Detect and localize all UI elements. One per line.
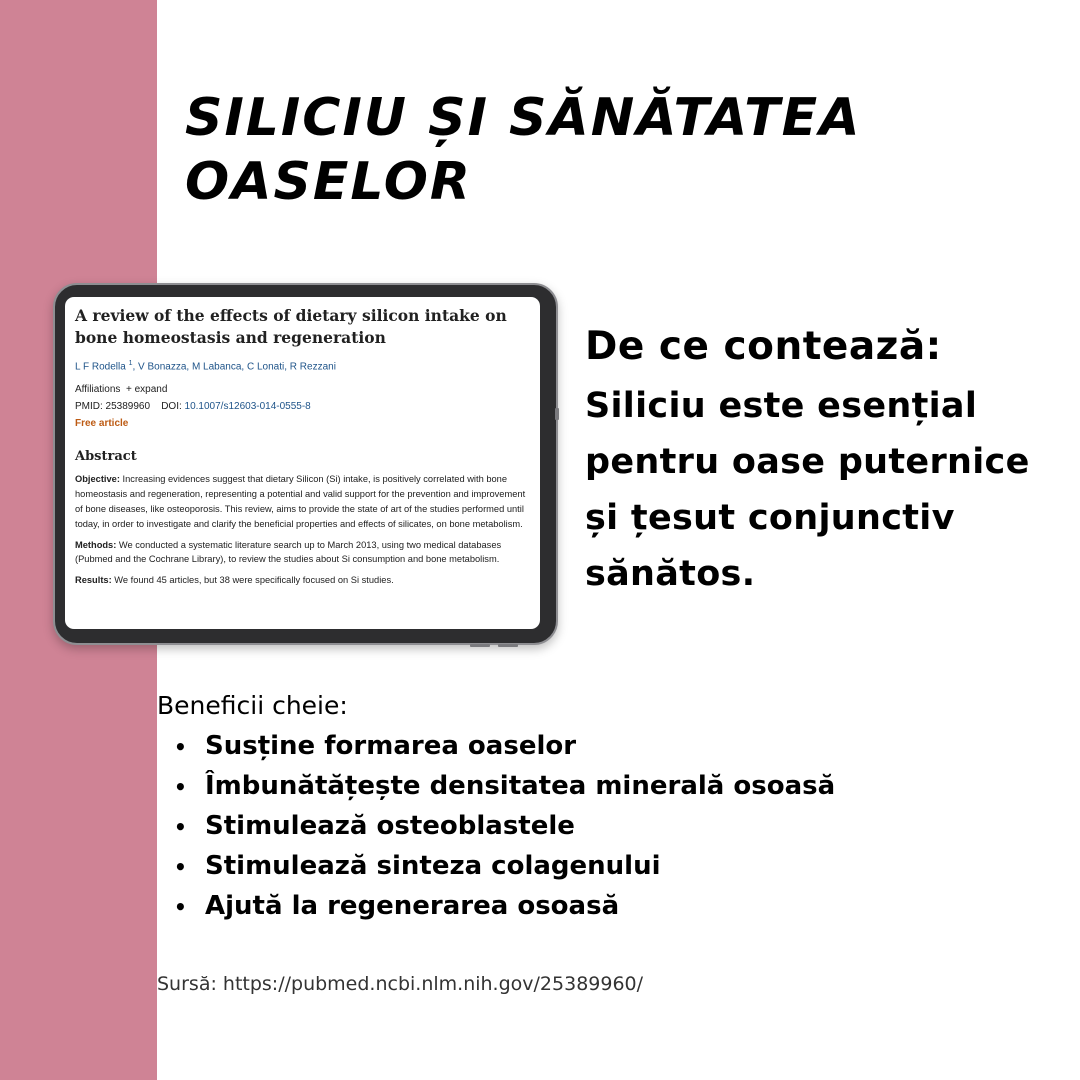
- page-title-line-2: OASELOR: [185, 152, 472, 212]
- page-title-line-1: SILICIU ȘI SĂNĂTATEA: [185, 88, 862, 148]
- bullet-icon: •: [174, 775, 187, 799]
- why-heading: De ce contează:: [585, 324, 942, 369]
- benefit-text: Îmbunătățește densitatea minerală osoasă: [205, 771, 836, 801]
- doi-link[interactable]: 10.1007/s12603-014-0555-8: [184, 401, 311, 413]
- tablet-side-button: [555, 408, 559, 420]
- abstract-results: [75, 573, 530, 588]
- expand-button[interactable]: + expand: [125, 384, 168, 396]
- objective-text: Increasing evidences suggest that dietary Silicon (Si) intake, is positively correlated with bone homeostasis and regeneration, representing a potential and valid support for the prevention and improvement of bone diseases, like osteoporosis. This review, aims to provide the state of art of the studies performed until today, in order to investigate and clarify the beneficial properties and effects of silicates, on bone metabolism.: [75, 474, 526, 529]
- page-title: [185, 86, 1045, 214]
- source-citation: Sursă: https://pubmed.ncbi.nlm.nih.gov/25389960/: [157, 973, 644, 995]
- list-item: [174, 887, 835, 927]
- why-text: Siliciu este esențial pentru oase puternice și țesut conjunctiv sănătos.: [585, 386, 1030, 594]
- objective-label: Objective:: [75, 474, 120, 485]
- list-item: [174, 847, 835, 887]
- tablet-device: [53, 283, 558, 645]
- benefits-list: [174, 727, 835, 927]
- pmid: PMID: 25389960: [75, 401, 151, 413]
- methods-text: We conducted a systematic literature search up to March 2013, using two medical databases (Pubmed and the Cochrane Library), to review the studies about Si consumption and bone metabolism.: [75, 539, 502, 565]
- bullet-icon: •: [174, 855, 187, 879]
- results-label: Results:: [75, 575, 112, 586]
- identifiers-row: [75, 398, 530, 415]
- results-text: We found 45 articles, but 38 were specifically focused on Si studies.: [111, 575, 394, 586]
- affiliations-label: Affiliations: [75, 384, 121, 396]
- benefit-text: Stimulează osteoblastele: [205, 811, 575, 841]
- abstract-objective: [75, 472, 530, 531]
- list-item: [174, 807, 835, 847]
- abstract-heading: Abstract: [75, 449, 137, 465]
- benefit-text: Susține formarea oaselor: [205, 731, 577, 761]
- list-item: [174, 767, 835, 807]
- benefits-heading: Beneficii cheie:: [157, 691, 348, 720]
- author-link[interactable]: L F Rodella: [75, 361, 126, 373]
- bullet-icon: •: [174, 815, 187, 839]
- bullet-icon: •: [174, 735, 187, 759]
- list-item: [174, 727, 835, 767]
- tablet-volume-button: [498, 644, 518, 647]
- tablet-screen: [65, 297, 540, 629]
- benefit-text: Ajută la regenerarea osoasă: [205, 891, 620, 921]
- benefit-text: Stimulează sinteza colagenului: [205, 851, 661, 881]
- author-list[interactable]: , V Bonazza, M Labanca, C Lonati, R Rezzani: [132, 361, 336, 373]
- affiliations-row: [75, 381, 530, 398]
- bullet-icon: •: [174, 895, 187, 919]
- doi-label: DOI:: [161, 401, 182, 413]
- methods-label: Methods:: [75, 539, 117, 550]
- free-article-badge: Free article: [75, 418, 129, 430]
- tablet-volume-button: [470, 644, 490, 647]
- article-title: A review of the effects of dietary silicon intake on bone homeostasis and regeneration: [75, 306, 507, 347]
- affiliation-marker[interactable]: 1: [128, 360, 133, 367]
- abstract-methods: [75, 538, 530, 568]
- article-authors: [75, 360, 530, 372]
